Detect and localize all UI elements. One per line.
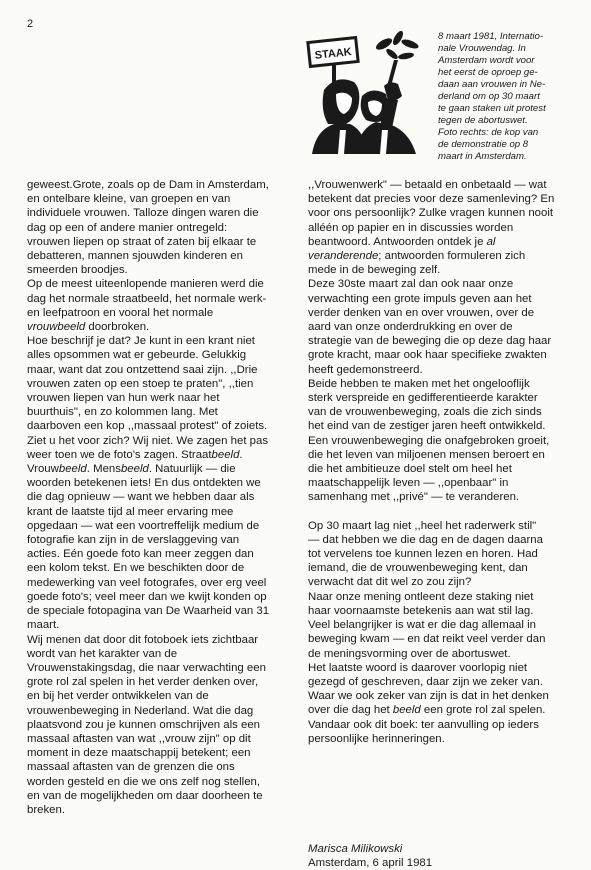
paragraph: Hoe beschrijf je dat? Je kunt in een krant niet alles opsommen wat er gebeurde. Gelukkig maar, want dat zou ontzettend saai zijn. ,,Drie vrouwen zaten op een stoep te praten", ,,tien vrouwen liepen van hun werk naar het buurthuis", en zo kolommen lang. Met daarboven een kop ,,massaal protest" of zoiets. Ziet u het voor zich? Wij niet. We zagen het pas weer toen we de foto's zagen. Straatbeeld. Vrouwbeeld. Mensbeeld. Natuurlijk — die woorden betekenen iets! En dus ontdekten we die dag opnieuw — want we hebben daar als krant de laatste tijd al meer ervaring mee opgedaan — wat een voortreffelijk medium de fotografie kan zijn in de verslaggeving van acties. Eén goede foto kan meer zeggen dan een kolom tekst. En we beschikten door de medewerking van veel fotografes, over erg veel goede foto's; veel meer dan we kwijt konden op de speciale fotopagina van De Waarheid van 31 maart. — [27, 335, 270, 632]
paragraph: Deze 30ste maart zal dan ook naar onze verwachting een grote impuls geven aan het verder denken van en over vrouwen, over de aard van onze onderdrukking en over de strategie van de beweging die op deze dag haar grote kracht, maar ook haar specifieke zwakten heeft gedemonstreerd. — [308, 278, 552, 376]
strike-sign — [308, 38, 358, 67]
photo-caption: 8 maart 1981, Internatio- nale Vrouwendag. In Amsterdam wordt voor het eerst de oproep ge- daan aan vrouwen in Ne- derland om op 30 maart te gaan staken uit protest tegen de abortuswet. Foto rechts: de kop van de demonstratie op 8 maart in Amsterdam. — [438, 31, 546, 162]
left-column — [27, 178, 299, 817]
signature-name: Marisca Milikowski — [308, 842, 403, 855]
signature-place-date: Amsterdam, 6 april 1981 — [308, 857, 433, 870]
strike-illustration — [306, 30, 432, 154]
right-column — [308, 178, 580, 870]
paragraph: Wij menen dat door dit fotoboek iets zichtbaar wordt van het karakter van de Vrouwenstakingsdag, die naar verwachting een grote rol zal spelen in het verder denken over, en bij het verder ontwikkelen van de vrouwenbeweging in Nederland. Wat die dag plaatsvond zou je kunnen omschrijven als een massaal aftasten van wat ,,vrouw zijn" op dit moment in deze maatschappij betekent; een massaal aftasten van de grenzen die ons worden gesteld en die we ons zelf nog stellen, en van de mogelijkheden om daar doorheen te breken. — [27, 633, 266, 816]
paragraph: Het laatste woord is daarover voorlopig niet gezegd of geschreven, daar zijn we zeker van. Waar we ook zeker van zijn is dat in het denken over die dag het beeld een grote rol zal spelen. Vandaar ook dit boek: ter aanvulling op ieders persoonlijke herinneringen. — [308, 661, 549, 745]
paragraph: ,,Vrouwenwerk" — betaald en onbetaald — wat betekent dat precies voor deze samenleving? En voor ons persoonlijk? Zulke vragen kunnen nooit alléén op papier en in discussies worden beantwoord. Antwoorden ontdek je al veranderende; antwoorden formuleren zich mede in de beweging zelf. — [308, 179, 555, 277]
page-number: 2 — [27, 18, 34, 30]
paragraph: Op 30 maart lag niet ,,heel het raderwerk stil" — dat hebben we die dag en de dagen daarna tot vervelens toe kunnen lezen en horen. Had iemand, die de vrouwenbeweging kent, dan verwacht dat dit wel zo zou zijn? — [308, 519, 543, 589]
flowers-icon — [374, 30, 419, 90]
signature — [308, 842, 580, 870]
paragraph: Beide hebben te maken met het ongelooflijk sterk verspreide en gedifferentieerde karakter van de vrouwenbeweging, zoals die zich sinds het eind van de zestiger jaren heeft ontwikkeld. Een vrouwenbeweging die onafgebroken groeit, die het leven van miljoenen mensen beroert en die het ambitieuze doel stelt om heel het maatschappelijk leven — ,,openbaar" in samenhang met ,,privé" — te veranderen. — [308, 377, 550, 504]
paragraph: geweest.Grote, zoals op de Dam in Amsterdam, en ontelbare kleine, van groepen en van individuele vrouwen. Talloze dingen waren die dag op een of andere manier ontregeld: vrouwen liepen op straat of zaten bij elkaar te debatteren, mannen sjouwden kinderen en smeerden broodjes. — [27, 179, 269, 277]
sign-text: STAAK — [314, 46, 353, 62]
paragraph: Op de meest uiteenlopende manieren werd die dag het normale straatbeeld, het normale werk- en leefpatroon en vooral het normale vrouwbeeld doorbroken. — [27, 278, 267, 334]
paragraph: Naar onze mening ontleent deze staking niet haar voornaamste betekenis aan wat stil lag. Veel belangrijker is wat er die dag allemaal in beweging kwam — en dat reikt veel verder dan de meningsvorming over de abortuswet. — [308, 590, 546, 660]
